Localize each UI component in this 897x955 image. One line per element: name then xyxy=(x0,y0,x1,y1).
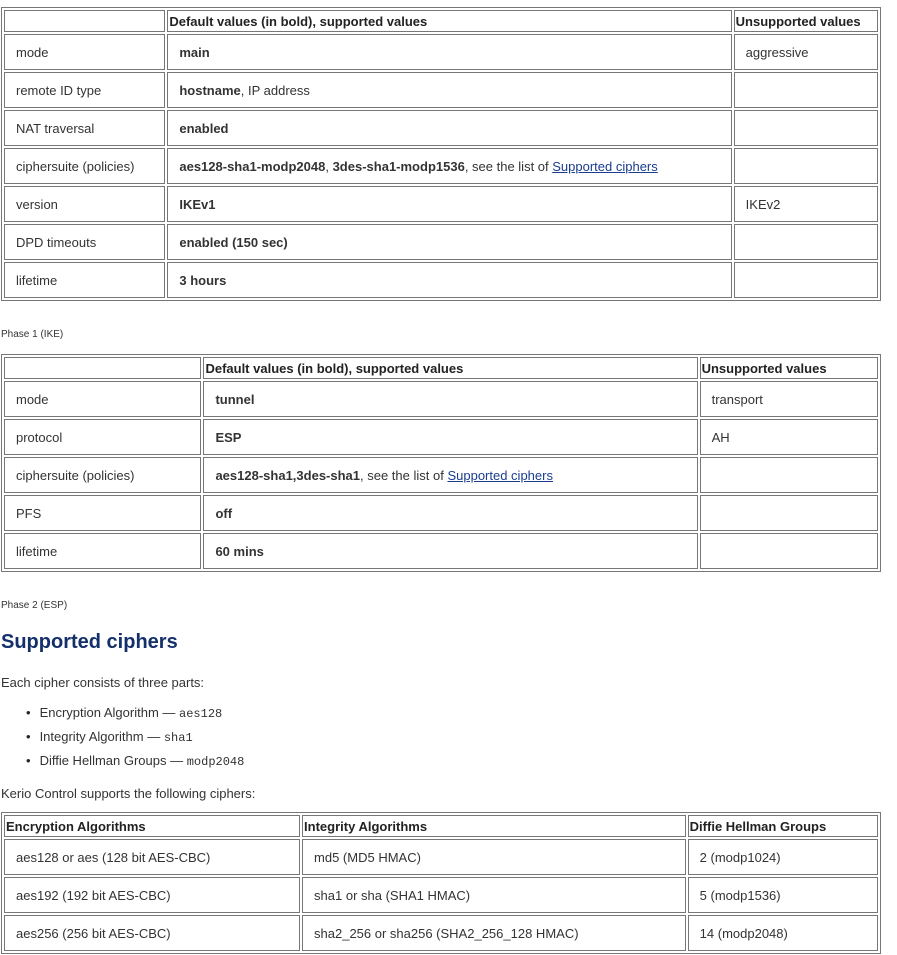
header-integrity: Integrity Algorithms xyxy=(302,815,686,837)
row-label: lifetime xyxy=(4,533,201,569)
cipher-table xyxy=(1,812,881,954)
supported-ciphers-link[interactable]: Supported ciphers xyxy=(552,158,658,174)
row-unsupported: AH xyxy=(700,419,878,455)
value-sep: , xyxy=(325,158,333,174)
table-header-row xyxy=(4,357,878,379)
part-name: Diffie Hellman Groups xyxy=(39,753,167,768)
row-label: DPD timeouts xyxy=(4,224,165,260)
supported-ciphers-heading: Supported ciphers xyxy=(1,631,178,653)
row-value xyxy=(203,495,697,531)
table-row xyxy=(4,877,878,913)
value-rest: , see the list of xyxy=(360,467,448,483)
table-row xyxy=(4,148,878,184)
value-sep: , xyxy=(292,467,297,483)
header-default-values: Default values (in bold), supported values xyxy=(167,10,731,32)
list-item xyxy=(26,728,244,752)
row-label: NAT traversal xyxy=(4,110,165,146)
table-row xyxy=(4,224,878,260)
bold-value: aes128-sha1 xyxy=(215,467,293,483)
row-label: ciphersuite (policies) xyxy=(4,457,201,493)
row-unsupported xyxy=(700,533,878,569)
bold-value: tunnel xyxy=(215,391,255,407)
table-header-row xyxy=(4,815,878,837)
part-code: sha1 xyxy=(163,731,193,745)
row-unsupported xyxy=(700,457,878,493)
cell-integrity: md5 (MD5 HMAC) xyxy=(302,839,686,875)
bold-value-2: 3des-sha1-modp1536 xyxy=(332,158,465,174)
part-name: Integrity Algorithm xyxy=(39,729,144,744)
part-sep: — xyxy=(158,705,180,720)
list-item xyxy=(26,752,244,776)
row-unsupported xyxy=(734,110,878,146)
table-header-row xyxy=(4,10,878,32)
supported-ciphers-link[interactable]: Supported ciphers xyxy=(447,467,553,483)
row-value xyxy=(203,419,697,455)
header-empty xyxy=(4,357,201,379)
bold-value: enabled xyxy=(179,120,229,136)
table-row xyxy=(4,34,878,70)
phase1-table xyxy=(1,7,881,301)
part-sep: — xyxy=(166,753,187,768)
row-label: remote ID type xyxy=(4,72,165,108)
row-label: version xyxy=(4,186,165,222)
row-value xyxy=(203,381,697,417)
row-label: mode xyxy=(4,381,201,417)
row-value xyxy=(167,262,731,298)
table-row xyxy=(4,495,878,531)
header-empty xyxy=(4,10,165,32)
cell-dh-group: 2 (modp1024) xyxy=(688,839,878,875)
table-row xyxy=(4,186,878,222)
bold-value: ESP xyxy=(215,429,242,445)
row-unsupported: aggressive xyxy=(734,34,878,70)
bold-value: off xyxy=(215,505,233,521)
row-label: mode xyxy=(4,34,165,70)
bold-value: enabled (150 sec) xyxy=(179,234,288,250)
bold-value-2: 3des-sha1 xyxy=(296,467,361,483)
row-label: lifetime xyxy=(4,262,165,298)
row-unsupported xyxy=(700,495,878,531)
bold-value: 3 hours xyxy=(179,272,227,288)
cipher-intro-text: Each cipher consists of three parts: xyxy=(1,675,205,690)
header-unsupported-values: Unsupported values xyxy=(700,357,878,379)
header-dh-groups: Diffie Hellman Groups xyxy=(688,815,878,837)
row-label: PFS xyxy=(4,495,201,531)
cell-integrity: sha1 or sha (SHA1 HMAC) xyxy=(302,877,686,913)
row-unsupported xyxy=(734,262,878,298)
cell-integrity: sha2_256 or sha256 (SHA2_256_128 HMAC) xyxy=(302,915,686,951)
table-row xyxy=(4,457,878,493)
cipher-parts-list xyxy=(26,704,244,776)
row-value xyxy=(167,72,731,108)
row-value xyxy=(167,224,731,260)
bold-value: 60 mins xyxy=(215,543,264,559)
phase1-caption: Phase 1 (IKE) xyxy=(1,329,64,340)
cell-encryption: aes128 or aes (128 bit AES-CBC) xyxy=(4,839,300,875)
part-name: Encryption Algorithm xyxy=(39,705,159,720)
row-value xyxy=(203,533,697,569)
header-unsupported-values: Unsupported values xyxy=(734,10,878,32)
row-label: ciphersuite (policies) xyxy=(4,148,165,184)
cell-dh-group: 14 (modp2048) xyxy=(688,915,878,951)
table-row xyxy=(4,419,878,455)
table-row xyxy=(4,533,878,569)
row-unsupported xyxy=(734,148,878,184)
row-unsupported: transport xyxy=(700,381,878,417)
value-rest: , see the list of xyxy=(464,158,553,174)
part-code: aes128 xyxy=(179,707,223,721)
row-unsupported: IKEv2 xyxy=(734,186,878,222)
row-unsupported xyxy=(734,224,878,260)
bold-value: main xyxy=(179,44,210,60)
header-default-values: Default values (in bold), supported values xyxy=(203,357,697,379)
table-row xyxy=(4,839,878,875)
row-unsupported xyxy=(734,72,878,108)
part-code: modp2048 xyxy=(186,755,245,769)
phase2-table xyxy=(1,354,881,572)
row-value xyxy=(167,110,731,146)
row-label: protocol xyxy=(4,419,201,455)
row-value xyxy=(167,186,731,222)
table-row xyxy=(4,915,878,951)
header-encryption: Encryption Algorithms xyxy=(4,815,300,837)
cipher-support-text: Kerio Control supports the following ciphers: xyxy=(1,786,256,801)
table-row xyxy=(4,110,878,146)
cell-encryption: aes256 (256 bit AES-CBC) xyxy=(4,915,300,951)
bold-value: IKEv1 xyxy=(179,196,216,212)
list-item xyxy=(26,704,244,728)
table-row xyxy=(4,381,878,417)
row-value xyxy=(203,457,697,493)
phase2-caption: Phase 2 (ESP) xyxy=(1,600,68,611)
bold-value: hostname xyxy=(179,82,241,98)
row-value xyxy=(167,34,731,70)
table-row xyxy=(4,262,878,298)
cell-dh-group: 5 (modp1536) xyxy=(688,877,878,913)
table-row xyxy=(4,72,878,108)
value-rest: , IP address xyxy=(240,82,310,98)
part-sep: — xyxy=(143,729,164,744)
row-value xyxy=(167,148,731,184)
cell-encryption: aes192 (192 bit AES-CBC) xyxy=(4,877,300,913)
bold-value: aes128-sha1-modp2048 xyxy=(179,158,326,174)
